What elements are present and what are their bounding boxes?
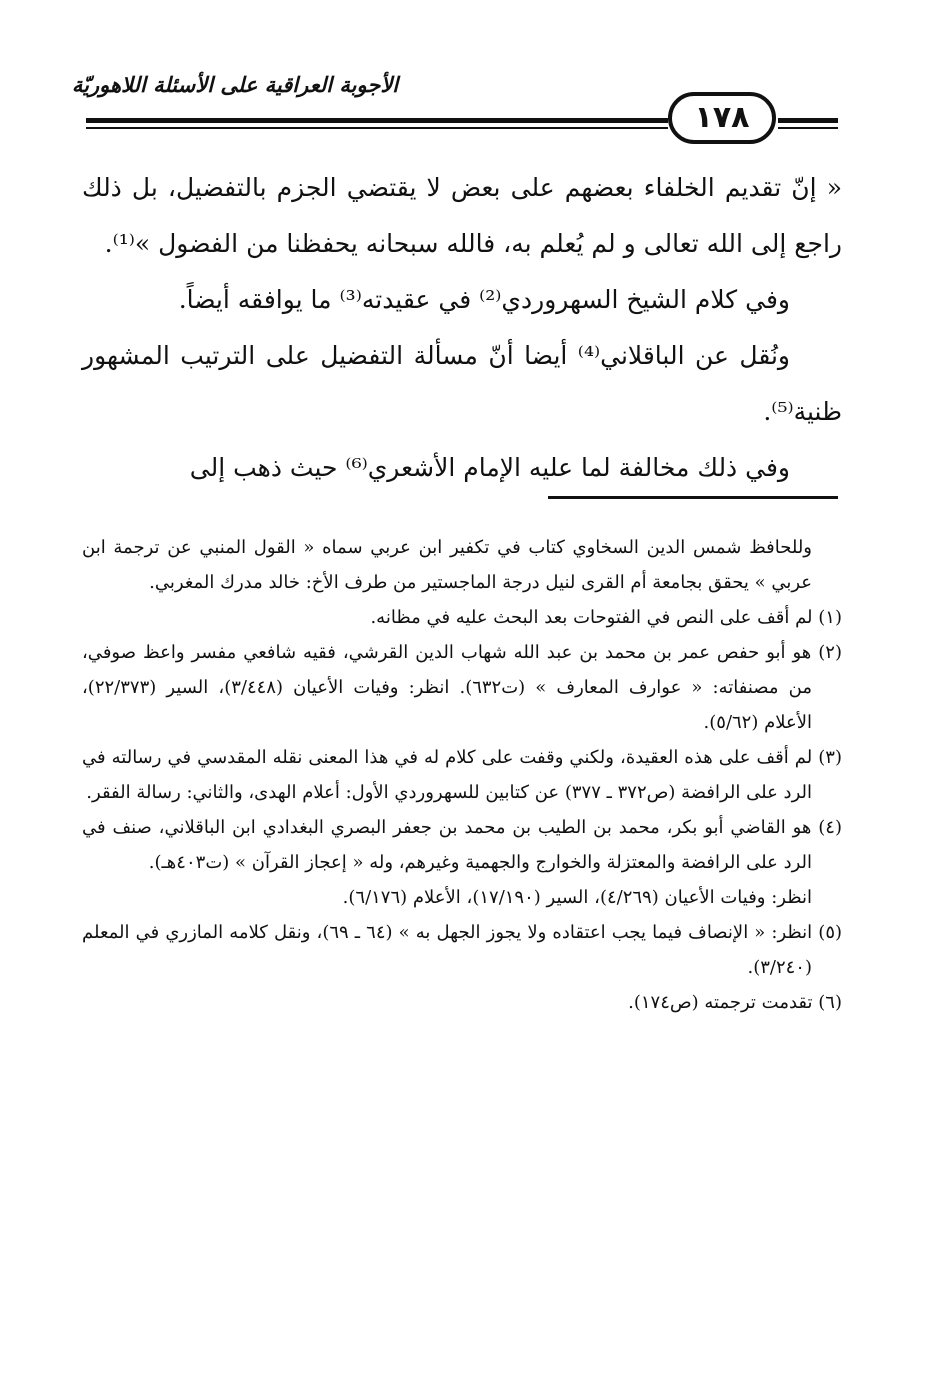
footnote-6: (٦) تقدمت ترجمته (ص١٧٤).: [628, 992, 842, 1013]
header-rule-right-thin: [778, 127, 838, 129]
page-header: [0, 0, 940, 140]
header-rule: [86, 118, 668, 123]
footnote-4-references: انظر: وفيات الأعيان (٤/٢٦٩)، السير (١٧/١٩٠)، الأعلام (٦/١٧٦).: [342, 887, 812, 908]
main-paragraph: ونُقل عن الباقلاني⁽⁴⁾ أيضا أنّ مسألة التفضيل على الترتيب المشهور ظنية⁽⁵⁾.: [82, 341, 842, 426]
footnotes: [82, 530, 842, 1020]
footnote-continuation: وللحافظ شمس الدين السخاوي كتاب في تكفير ابن عربي سماه « القول المنبي عن ترجمة ابن عربي » يحقق بجامعة أم القرى لنيل درجة الماجستير من طرف الأخ: خالد مدرك المغربي.: [82, 537, 812, 593]
footnote-divider: [548, 496, 838, 499]
main-paragraph: « إنّ تقديم الخلفاء بعضهم على بعض لا يقتضي الجزم بالتفضيل، بل ذلك راجع إلى الله تعالى و لم يُعلم به، فالله سبحانه يحفظنا من الفضول »⁽¹⁾.: [82, 173, 842, 258]
footnote-4: (٤) هو القاضي أبو بكر، محمد بن الطيب بن محمد بن جعفر البصري البغدادي ابن الباقلاني، صنف في الرد على الرافضة والمعتزلة والخوارج والجهمية وغيرهم، وله « إعجاز القرآن » (ت٤٠٣هـ).: [82, 817, 842, 873]
footnote-3: (٣) لم أقف على هذه العقيدة، ولكني وقفت على كلام له في هذا المعنى نقله المقدسي في رسالته في الرد على الرافضة (ص٣٧٢ ـ ٣٧٧) عن كتابين للسهروردي الأول: أعلام الهدى، والثاني: رسالة الفقر.: [82, 747, 842, 803]
footnote-5: (٥) انظر: « الإنصاف فيما يجب اعتقاده ولا يجوز الجهل به » (٦٤ ـ ٦٩)، ونقل كلامه المازري في المعلم (٣/٢٤٠).: [82, 922, 843, 978]
footnote-2: (٢) هو أبو حفص عمر بن محمد بن عبد الله شهاب الدين القرشي، فقيه شافعي مفسر واعظ صوفي، من مصنفاته: « عوارف المعارف » (ت٦٣٢). انظر: وفيات الأعيان (٣/٤٤٨)، السير (٢٢/٣٧٣)، الأعلام (٥/٦٢).: [82, 642, 842, 733]
running-title: الأجوبة العراقية على الأسئلة اللاهوريّة: [71, 72, 399, 97]
main-text: [82, 160, 842, 496]
header-rule-right: [778, 118, 838, 123]
page-number: ١٧٨: [668, 92, 776, 144]
main-paragraph: وفي ذلك مخالفة لما عليه الإمام الأشعري⁽⁶⁾ حيث ذهب إلى: [189, 453, 790, 482]
main-paragraph: وفي كلام الشيخ السهروردي⁽²⁾ في عقيدته⁽³⁾ ما يوافقه أيضاً.: [178, 285, 790, 314]
footnote-1: (١) لم أقف على النص في الفتوحات بعد البحث عليه في مظانه.: [370, 607, 842, 628]
header-rule-thin: [86, 127, 668, 129]
